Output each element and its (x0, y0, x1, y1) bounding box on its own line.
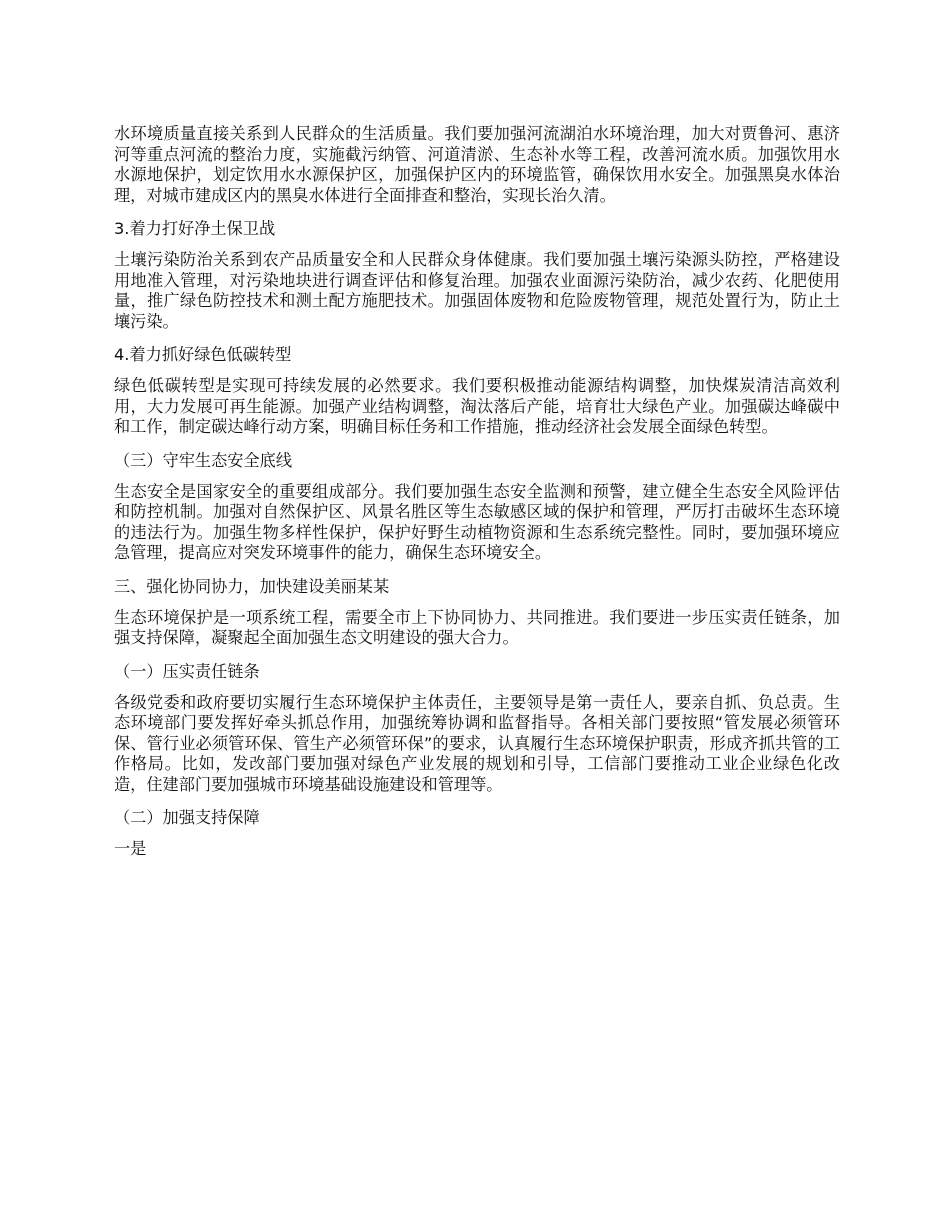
heading-ecological-security: （三）守牢生态安全底线 (114, 450, 293, 470)
paragraph-ecological-security: 生态安全是国家安全的重要组成部分。我们要加强生态安全监测和预警，建立健全生态安全风险评估和防控机制。加强对自然保护区、风景名胜区等生态敏感区域的保护和管理，严厉打击破坏生态环境的违法行为。加强生物多样性保护，保护好野生动植物资源和生态系统完整性。同时，要加强环境应急管理，提高应对突发环境事件的能力，确保生态环境安全。 (114, 481, 840, 562)
heading-responsibility-chain: （一）压实责任链条 (114, 661, 260, 681)
heading-soil-defense: 3.着力打好净土保卫战 (114, 219, 276, 238)
paragraph-water-environment: 水环境质量直接关系到人民群众的生活质量。我们要加强河流湖泊水环境治理，加大对贾鲁河、惠济河等重点河流的整治力度，实施截污纳管、河道清淤、生态补水等工程，改善河流水质。加强饮用水水源地保护，划定饮用水水源保护区，加强保护区内的环境监管，确保饮用水安全。加强黑臭水体治理，对城市建成区内的黑臭水体进行全面排查和整治，实现长治久清。 (114, 124, 840, 205)
document-page (114, 124, 840, 872)
paragraph-responsibility: 各级党委和政府要切实履行生态环境保护主体责任，主要领导是第一责任人，要亲自抓、负总责。生态环境部门要发挥好牵头抓总作用，加强统筹协调和监督指导。各相关部门要按照“管发展必须管环保、管行业必须管环保、管生产必须管环保”的要求，认真履行生态环境保护职责，形成齐抓共管的工作格局。比如，发改部门要加强对绿色产业发展的规划和引导，工信部门要推动工业企业绿色化改造，住建部门要加强城市环境基础设施建设和管理等。 (114, 692, 840, 794)
heading-green-low-carb: 4.着力抓好绿色低碳转型 (114, 345, 292, 364)
paragraph-green-transition: 绿色低碳转型是实现可持续发展的必然要求。我们要积极推动能源结构调整，加快煤炭清洁高效利用，大力发展可再生能源。加强产业结构调整，淘汰落后产能，培育壮大绿色产业。加强碳达峰碳中和工作，制定碳达峰行动方案，明确目标任务和工作措施，推动经济社会发展全面绿色转型。 (114, 376, 840, 436)
paragraph-system-engineering: 生态环境保护是一项系统工程，需要全市上下协同协力、共同推进。我们要进一步压实责任链条，加强支持保障，凝聚起全面加强生态文明建设的强大合力。 (114, 607, 840, 647)
paragraph-soil-pollution: 土壤污染防治关系到农产品质量安全和人民群众身体健康。我们要加强土壤污染源头防控，严格建设用地准入管理，对污染地块进行调查评估和修复治理。加强农业面源污染防治，减少农药、化肥使用量，推广绿色防控技术和测土配方施肥技术。加强固体废物和危险废物管理，规范处置行为，防止土壤污染。 (114, 250, 840, 331)
heading-section-three: 三、强化协同协力，加快建设美丽某某 (114, 576, 390, 596)
paragraph-first-point: 一是 (114, 839, 147, 858)
heading-support-guarantee: （二）加强支持保障 (114, 808, 260, 827)
